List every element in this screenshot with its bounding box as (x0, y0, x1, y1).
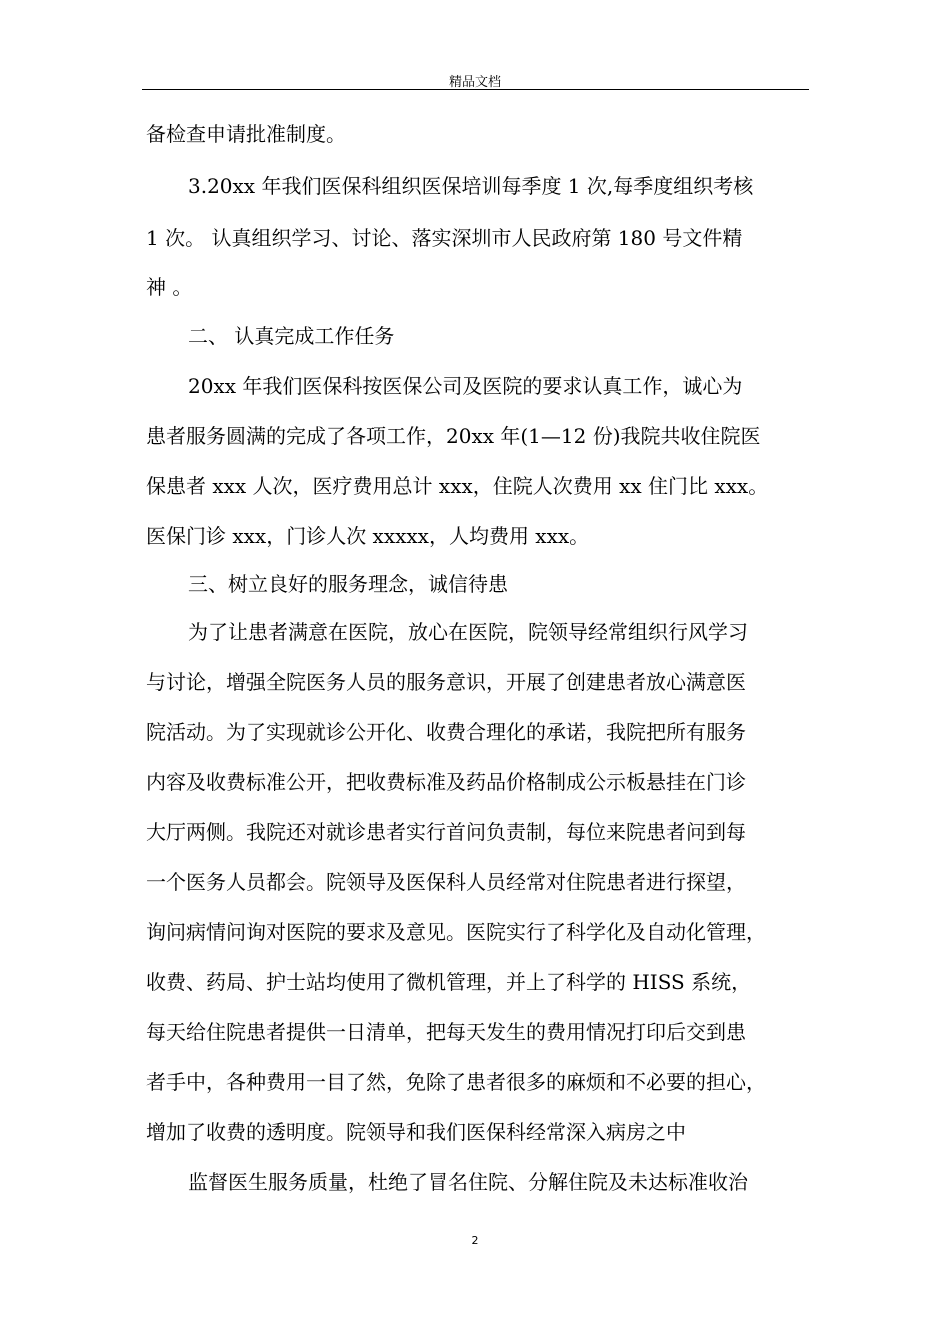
section-heading: 二、 认真完成工作任务 (188, 324, 395, 348)
body-line: 监督医生服务质量，杜绝了冒名住院、分解住院及未达标准收治 (188, 1170, 748, 1194)
body-line: 询问病情问询对医院的要求及意见。医院实行了科学化及自动化管理， (146, 920, 766, 944)
body-line: 备检查申请批准制度。 (146, 122, 346, 146)
body-line: 者手中，各种费用一目了然，免除了患者很多的麻烦和不必要的担心， (146, 1070, 766, 1094)
body-line: 1 次。 认真组织学习、讨论、落实深圳市人民政府第 180 号文件精 (146, 226, 743, 250)
body-line: 院活动。为了实现就诊公开化、收费合理化的承诺，我院把所有服务 (146, 720, 746, 744)
header-divider (142, 89, 809, 90)
body-line: 医保门诊 xxx，门诊人次 xxxxx，人均费用 xxx。 (146, 524, 590, 548)
body-line: 收费、药局、护士站均使用了微机管理，并上了科学的 HISS 系统， (146, 970, 752, 994)
body-line: 保患者 xxx 人次，医疗费用总计 xxx，住院人次费用 xx 住门比 xxx。 (146, 474, 769, 498)
page-number: 2 (471, 1234, 479, 1247)
section-heading: 三、树立良好的服务理念，诚信待患 (188, 572, 508, 596)
body-line: 大厅两侧。我院还对就诊患者实行首问负责制，每位来院患者问到每 (146, 820, 746, 844)
body-line: 一个医务人员都会。院领导及医保科人员经常对住院患者进行探望， (146, 870, 746, 894)
body-line: 3.20xx 年我们医保科组织医保培训每季度 1 次,每季度组织考核 (188, 174, 754, 198)
body-line: 增加了收费的透明度。院领导和我们医保科经常深入病房之中 (146, 1120, 686, 1144)
body-line: 与讨论，增强全院医务人员的服务意识，开展了创建患者放心满意医 (146, 670, 746, 694)
body-line: 内容及收费标准公开，把收费标准及药品价格制成公示板悬挂在门诊 (146, 770, 746, 794)
header-title: 精品文档 (448, 75, 501, 90)
body-line: 患者服务圆满的完成了各项工作，20xx 年(1—12 份)我院共收住院医 (146, 424, 761, 448)
body-line: 每天给住院患者提供一日清单，把每天发生的费用情况打印后交到患 (146, 1020, 746, 1044)
body-line: 20xx 年我们医保科按医保公司及医院的要求认真工作，诚心为 (188, 374, 743, 398)
body-line: 神 。 (146, 275, 193, 299)
body-line: 为了让患者满意在医院，放心在医院，院领导经常组织行风学习 (188, 620, 748, 644)
